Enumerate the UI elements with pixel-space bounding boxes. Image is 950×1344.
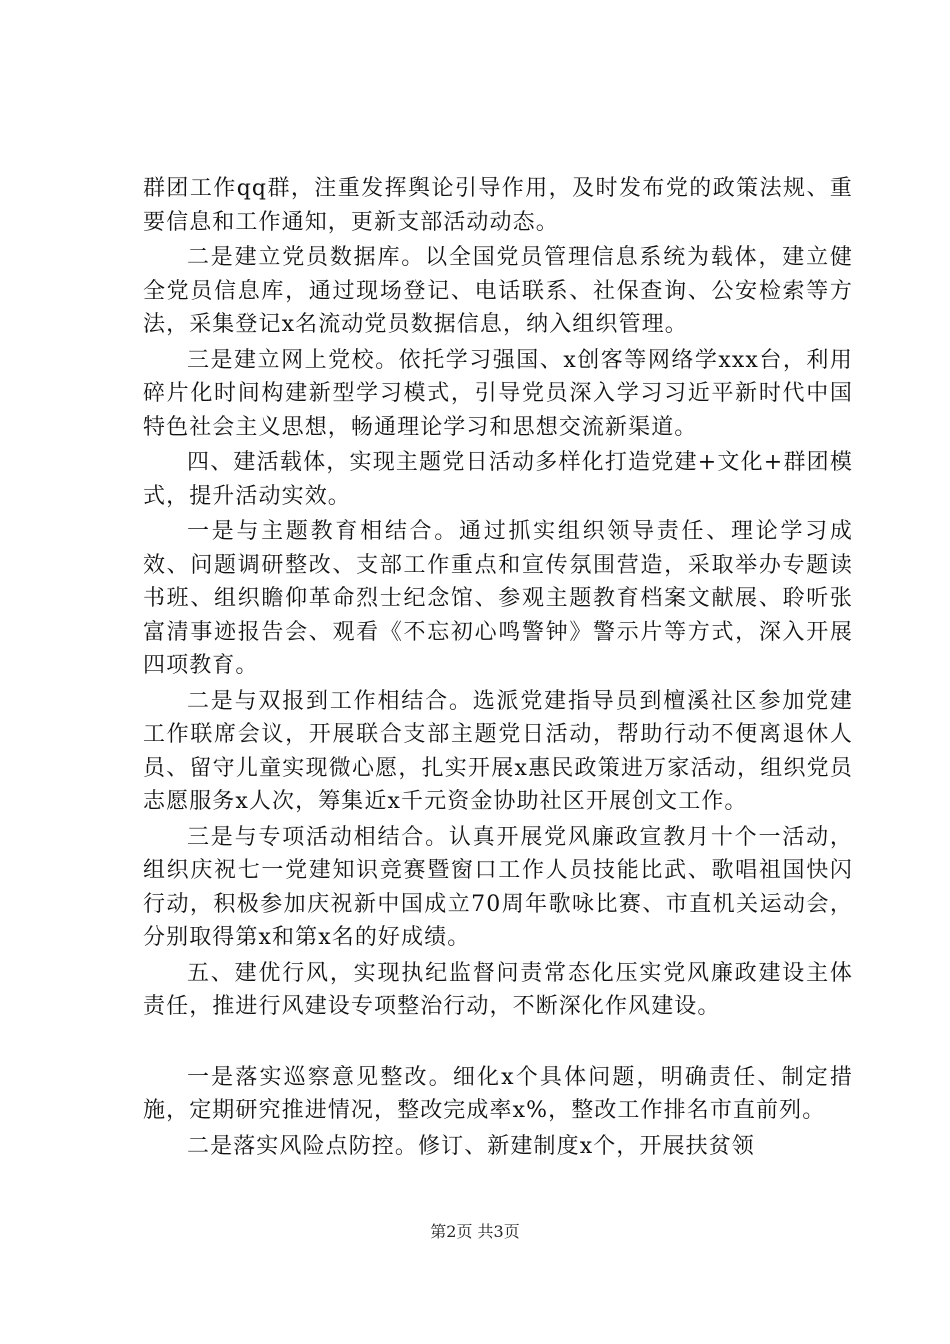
section-heading-5: 五、建优行风，实现执纪监督问责常态化压实党风廉政建设主体责任，推进行风建设专项整治行动，不断深化作风建设。 — [143, 960, 853, 1019]
paragraph: 二是与双报到工作相结合。选派党建指导员到檀溪社区参加党建工作联席会议，开展联合支部主题党日活动，帮助行动不便离退休人员、留守儿童实现微心愿，扎实开展x惠民政策进万家活动，组织党员志愿服务x人次，筹集近x千元资金协助社区开展创文工作。 — [143, 688, 853, 814]
paragraph: 一是与主题教育相结合。通过抓实组织领导责任、理论学习成效、问题调研整改、支部工作重点和宣传氛围营造，采取举办专题读书班、组织瞻仰革命烈士纪念馆、参观主题教育档案文献展、聆听张富清事迹报告会、观看《不忘初心鸣警钟》警示片等方式，深入开展四项教育。 — [143, 519, 853, 678]
section-heading-4: 四、建活载体，实现主题党日活动多样化打造党建+文化+群团模式，提升活动实效。 — [143, 450, 853, 509]
paragraph: 一是落实巡察意见整改。细化x个具体问题，明确责任、制定措施，定期研究推进情况，整改完成率x%，整改工作排名市直前列。 — [143, 1064, 853, 1123]
paragraph: 二是落实风险点防控。修订、新建制度x个，开展扶贫领 — [187, 1133, 755, 1159]
paragraph: 二是建立党员数据库。以全国党员管理信息系统为载体，建立健全党员信息库，通过现场登记、电话联系、社保查询、公安检索等方法，采集登记x名流动党员数据信息，纳入组织管理。 — [143, 245, 853, 337]
paragraph: 三是建立网上党校。依托学习强国、x创客等网络学xxx台，利用碎片化时间构建新型学习模式，引导党员深入学习习近平新时代中国特色社会主义思想，畅通理论学习和思想交流新渠道。 — [143, 347, 853, 440]
page-number-footer: 第2页 共3页 — [430, 1222, 520, 1241]
document-body — [143, 172, 853, 1165]
paragraph: 群团工作qq群，注重发挥舆论引导作用，及时发布党的政策法规、重要信息和工作通知，更新支部活动动态。 — [143, 176, 853, 235]
paragraph: 三是与专项活动相结合。认真开展党风廉政宣教月十个一活动，组织庆祝七一党建知识竞赛暨窗口工作人员技能比武、歌唱祖国快闪行动，积极参加庆祝新中国成立70周年歌咏比赛、市直机关运动会，分别取得第x和第x名的好成绩。 — [143, 824, 853, 950]
